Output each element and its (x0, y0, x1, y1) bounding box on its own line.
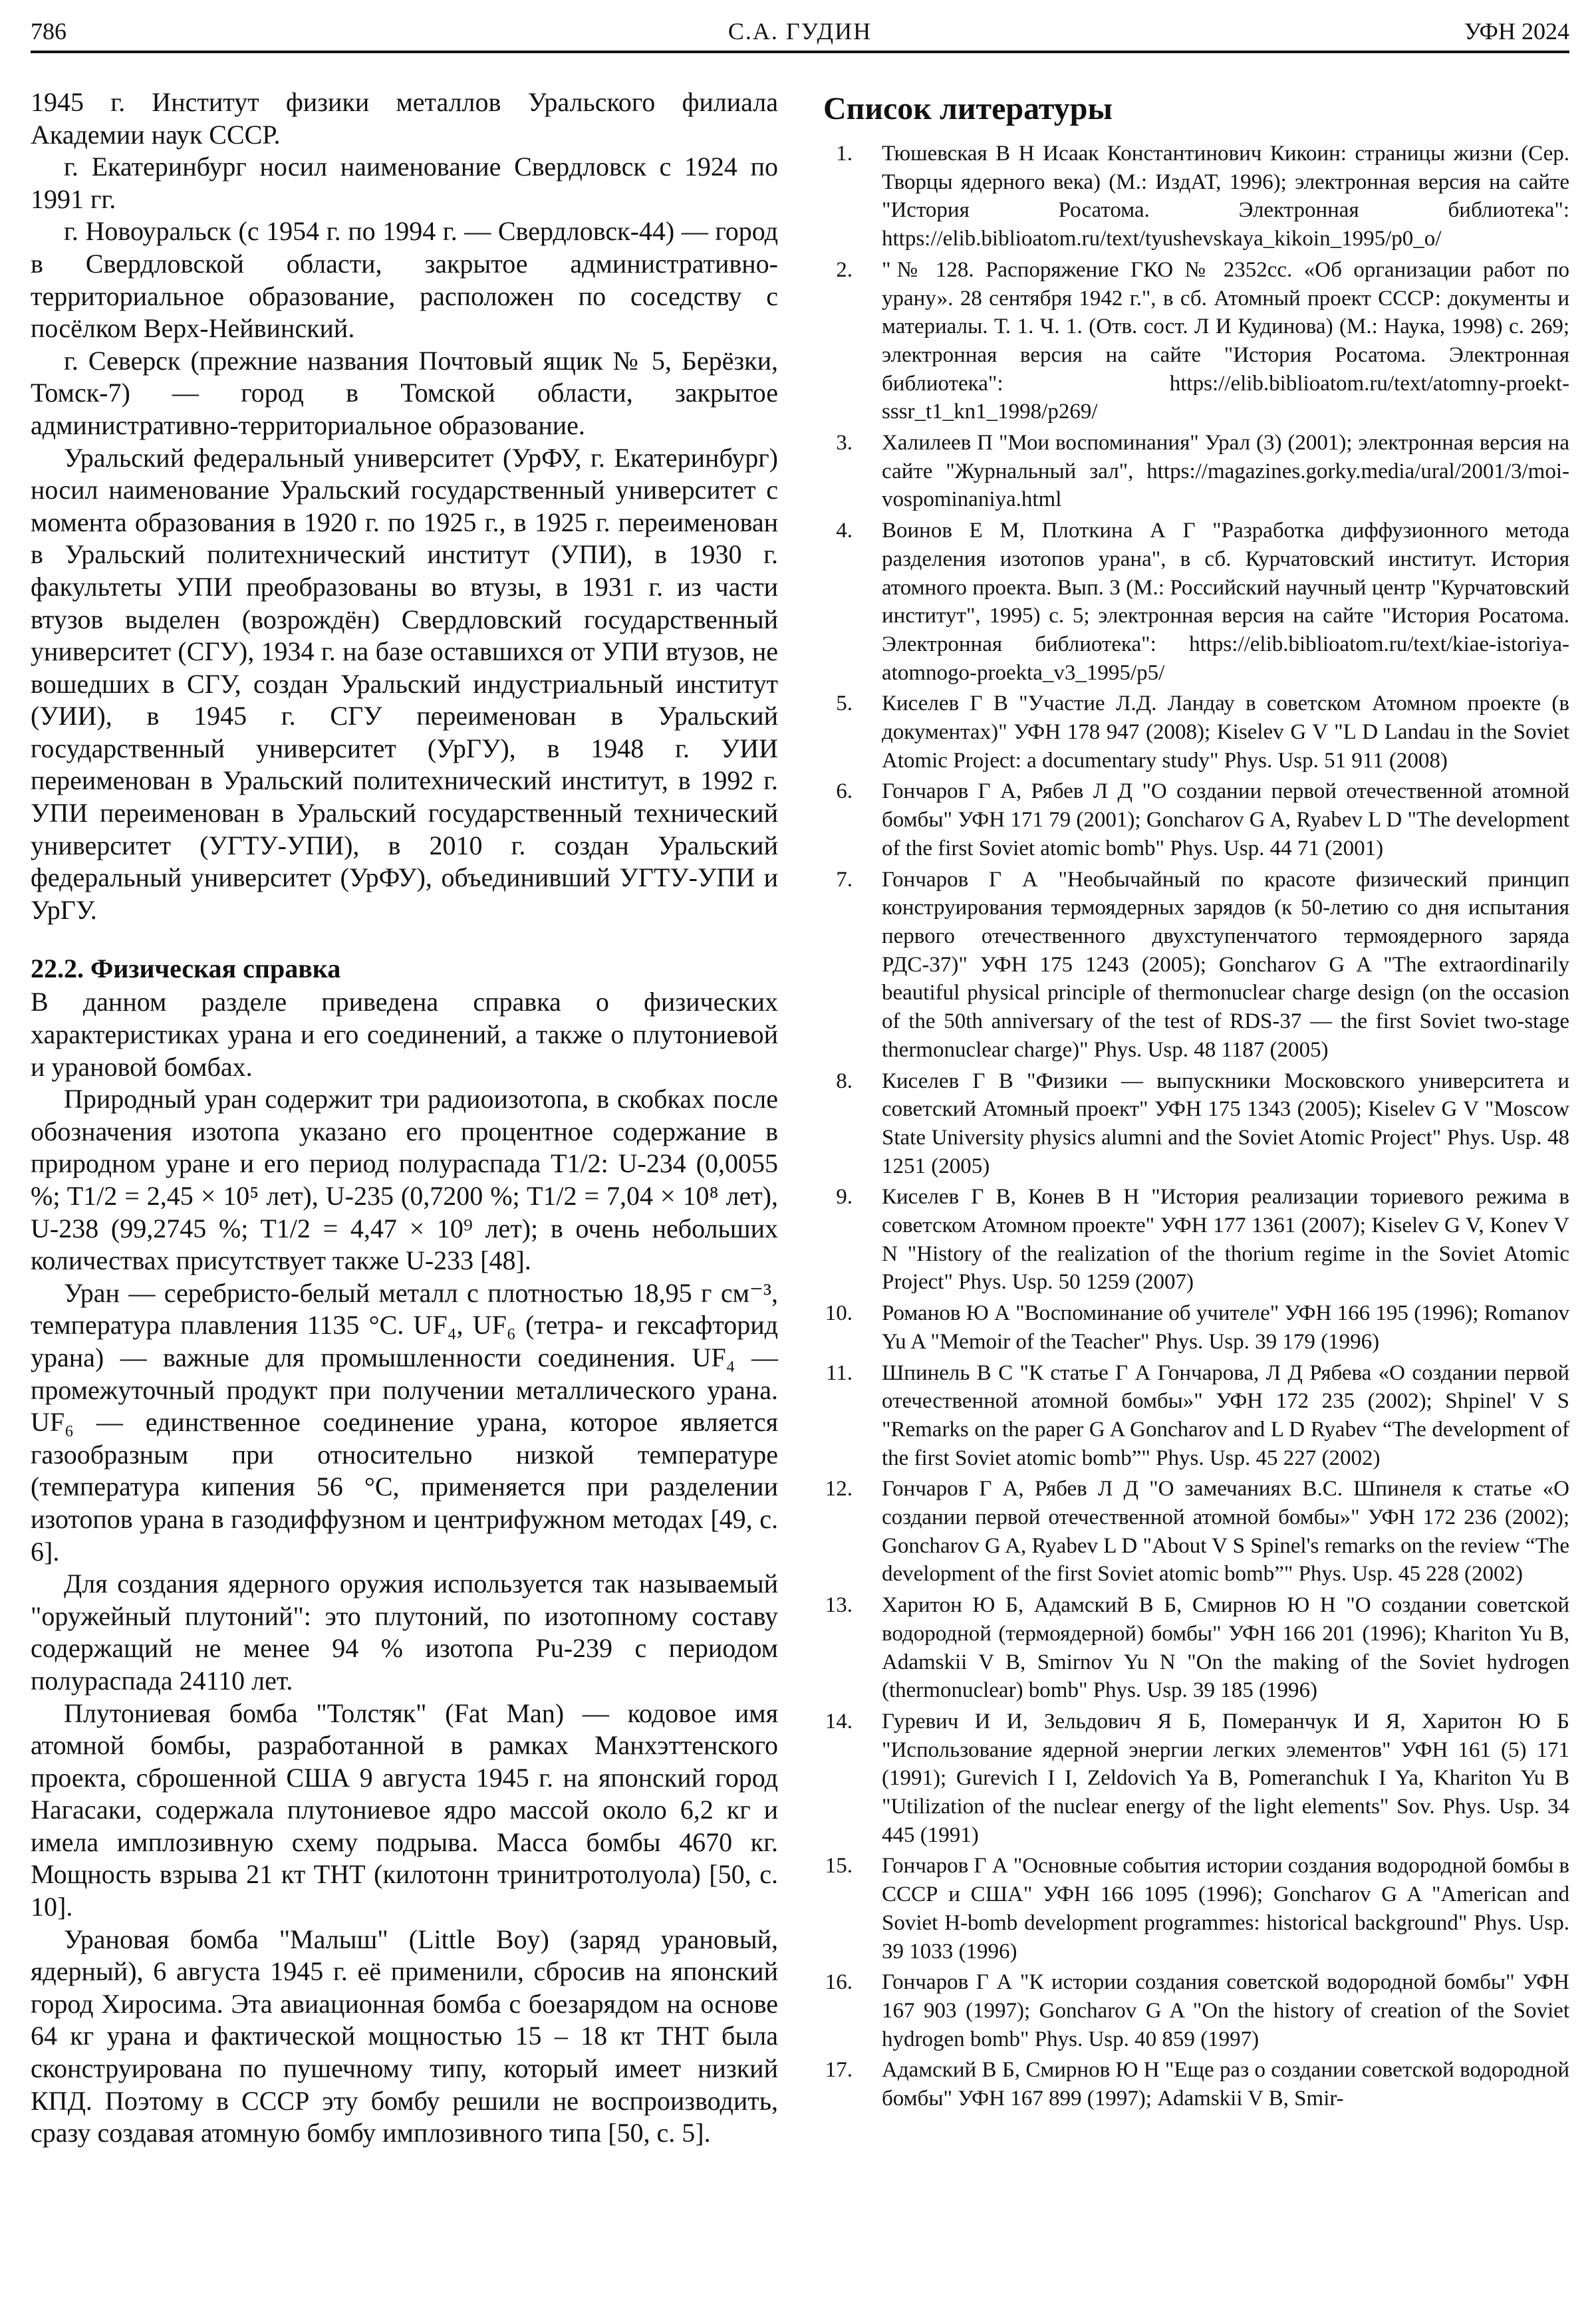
reference-number: 2. (836, 257, 853, 282)
reference-number: 4. (836, 519, 853, 543)
reference-number: 13. (825, 1593, 853, 1618)
reference-text: Халилеев П "Мои воспоминания" Урал (3) (2001); электронная версия на сайте "Журнальный зал", https://magazines.gorky.media/ural/2001/3/moi-vospominaniya.html (882, 431, 1569, 512)
reference-text: Гончаров Г А "Необычайный по красоте физический принцип конструирования термоядерных зарядов (к 50-летию со дня испытания первого отечественного двухступенчатого термоядерного заряда РДС-37)" УФН 175 1243 (2005); Goncharov G A "The extraordinarily beautiful physical principle of thermonuclear charge design (on the occasion of the 50th anniversary of the test of RDS-37 — the first Soviet two-stage thermonuclear charge)" Phys. Usp. 48 1187 (2005) (882, 867, 1569, 1062)
reference-text: Киселев Г В "Участие Л.Д. Ландау в советском Атомном проекте (в документах)" УФН 178 947 (2008); Kiselev G V "L D Landau in the Soviet Atomic Project: a documentary study" Phys. Usp. 51 911 (2008) (882, 692, 1569, 773)
reference-text: Гончаров Г А, Рябев Л Д "О создании первой отечественной атомной бомбы" УФН 171 79 (2001); Goncharov G A, Ryabev L D "The development of the first Soviet atomic bomb" Phys. Usp. 44 71 (2001) (882, 779, 1569, 860)
reference-text: Адамский В Б, Смирнов Ю Н "Еще раз о создании советской водородной бомбы" УФН 167 899 (1997); Adamskii V B, Smir- (882, 2058, 1569, 2111)
reference-item (817, 1708, 1569, 1850)
reference-item (817, 690, 1569, 775)
reference-text: Шпинель В С "К статье Г А Гончарова, Л Д Рябева «О создании первой отечественной атомной бомбы»" УФН 172 235 (2002); Shpinel' V S "Remarks on the paper G A Goncharov and L D Ryabev “The development of the first Soviet atomic bomb”" Phys. Usp. 45 227 (2002) (882, 1360, 1569, 1470)
reference-number: 1. (836, 142, 853, 166)
paragraph: Уральский федеральный университет (УрФУ, г. Екатеринбург) носил наименование Уральский государственный университет с момента образования в 1920 г. по 1925 г., в 1925 г. переименован в Уральский политехнический институт (УПИ), в 1930 г. факультеты УПИ преобразованы во втузы, в 1931 г. из части втузов выделен (возрождён) Свердловский государственный университет (СГУ), 1934 г. на базе оставшихся от УПИ втузов, не вошедших в СГУ, создан Уральский индустриальный институт (УИИ), в 1945 г. СГУ переименован в Уральский государственный университет (УрГУ), в 1948 г. УИИ переименован в Уральский политехнический институт, в 1992 г. УПИ переименован в Уральский государственный технический университет (УГТУ-УПИ), в 2010 г. создан Уральский федеральный университет (УрФУ), объединивший УГТУ-УПИ и УрГУ. (31, 442, 778, 925)
reference-number: 5. (836, 692, 853, 716)
paragraph: Природный уран содержит три радиоизотопа, в скобках после обозначения изотопа указано его процентное содержание в природном уране и его период полураспада T1/2: U-234 (0,0055 %; T1/2 = 2,45 × 10⁵ лет), U-235 (0,7200 %; T1/2 = 7,04 × 10⁸ лет), U-238 (99,2745 %; T1/2 = 4,47 × 10⁹ лет); в очень небольших количествах присутствует также U-233 [48]. (31, 1084, 778, 1276)
reference-number: 15. (825, 1854, 853, 1878)
reference-item (817, 1475, 1569, 1589)
reference-number: 12. (825, 1477, 853, 1501)
paragraph: г. Екатеринбург носил наименование Свердловск с 1924 по 1991 гг. (31, 152, 778, 214)
reference-list (817, 140, 1569, 2113)
reference-item (817, 1359, 1569, 1473)
reference-item (817, 777, 1569, 862)
reference-number: 17. (825, 2058, 853, 2083)
reference-text: Киселев Г В "Физики — выпускники Московского университета и советский Атомный проект" УФН 175 1343 (2005); Kiselev G V "Moscow State University physics alumni and the Soviet Atomic Project" Phys. Usp. 48 1251 (2005) (882, 1069, 1569, 1178)
reference-text: Тюшевская В Н Исаак Константинович Кикоин: страницы жизни (Сер. Творцы ядерного века) (М.: ИздАТ, 1996); электронная версия на сайте "История Росатома. Электронная библиотека": https://elib.biblioatom.ru/text/tyushevskaya_kikoin_1995/p0_o/ (882, 142, 1569, 251)
author-name: С.А. ГУДИН (728, 18, 872, 45)
reference-item (817, 256, 1569, 426)
references-title: Список литературы (823, 91, 1113, 126)
paragraph: Урановая бомба "Малыш" (Little Boy) (заряд урановый, ядерный), 6 августа 1945 г. её применили, сбросив на японский город Хиросима. Эта авиационная бомба с боезарядом на основе 64 кг урана и фактической мощностью 15 – 18 кт ТНТ была сконструирована по пушечному типу, который имеет низкий КПД. Поэтому в СССР эту бомбу решили не воспроизводить, сразу создавая атомную бомбу имплозивного типа [50, с. 5]. (31, 1924, 778, 2148)
paragraph: В данном разделе приведена справка о физических характеристиках урана и его соединений, а также о плутониевой и урановой бомбах. (31, 987, 778, 1082)
reference-number: 7. (836, 867, 853, 892)
reference-number: 8. (836, 1069, 853, 1093)
reference-text: Киселев Г В, Конев В Н "История реализации ториевого режима в советском Атомном проекте" УФН 177 1361 (2007); Kiselev G V, Konev V N "History of the realization of the thorium regime in the Soviet Atomic Project" Phys. Usp. 50 1259 (2007) (882, 1185, 1569, 1295)
reference-text: Харитон Ю Б, Адамский В Б, Смирнов Ю Н "О создании советской водородной (термоядерной) бомбы" УФН 166 201 (1996); Khariton Yu B, Adamskii V B, Smirnov Yu N "On the making of the Soviet hydrogen (thermonuclear) bomb" Phys. Usp. 39 185 (1996) (882, 1593, 1569, 1703)
paragraph: Плутониевая бомба "Толстяк" (Fat Man) — кодовое имя атомной бомбы, разработанной в рамках Манхэттенского проекта, сброшенной США 9 августа 1945 г. на японский город Нагасаки, содержала плутониевое ядро массой около 6,2 кг и имела имплозивную схему подрыва. Масса бомбы 4670 кг. Мощность взрыва 21 кт ТНТ (килотонн тринитротолуола) [50, с. 10]. (31, 1698, 778, 1922)
reference-text: "№ 128. Распоряжение ГКО № 2352сс. «Об организации работ по урану». 28 сентября 1942 г.", в сб. Атомный проект СССР: документы и материалы. Т. 1. Ч. 1. (Отв. сост. Л И Кудинова) (М.: Наука, 1998) с. 269; электронная версия на сайте "История Росатома. Электронная библиотека": https://elib.biblioatom.ru/text/atomny-proekt-sssr_t1_kn1_1998/p269/ (882, 257, 1569, 424)
paragraph: г. Новоуральск (с 1954 г. по 1994 г. — Свердловск-44) — город в Свердловской области, закрытое административно-территориальное образование, расположен по соседству с посёлком Верх-Нейвинский. (31, 216, 778, 344)
reference-number: 14. (825, 1709, 853, 1733)
reference-item (817, 429, 1569, 514)
reference-number: 11. (825, 1360, 853, 1385)
paragraph: 1945 г. Институт физики металлов Уральского филиала Академии наук СССР. (31, 87, 778, 150)
reference-text: Воинов Е М, Плоткина А Г "Разработка диффузионного метода разделения изотопов урана", в сб. Курчатовский институт. История атомного проекта. Вып. 3 (М.: Российский научный центр "Курчатовский институт", 1995) с. 5; электронная версия на сайте "История Росатома. Электронная библиотека": https://elib.biblioatom.ru/text/kiae-istoriya-atomnogo-proekta_v3_1995/p5/ (882, 519, 1569, 685)
reference-item (817, 140, 1569, 253)
reference-item (817, 866, 1569, 1065)
reference-number: 16. (825, 1970, 853, 1995)
reference-item (817, 1852, 1569, 1966)
reference-text: Гуревич И И, Зельдович Я Б, Померанчук И Я, Харитон Ю Б "Использование ядерной энергии легких элементов" УФН 161 (5) 171 (1991); Gurevich I I, Zeldovich Ya B, Pomeranchuk I Ya, Khariton Yu B "Utilization of the nuclear energy of the light elements" Sov. Phys. Usp. 34 445 (1991) (882, 1709, 1569, 1847)
reference-number: 10. (825, 1301, 853, 1326)
paragraph: г. Северск (прежние названия Почтовый ящик № 5, Берёзки, Томск-7) — город в Томской области, закрытое административно-территориальное образование. (31, 345, 778, 440)
reference-text: Гончаров Г А "К истории создания советской водородной бомбы" УФН 167 903 (1997); Goncharov G A "On the history of creation of the Soviet hydrogen bomb" Phys. Usp. 40 859 (1997) (882, 1970, 1569, 2051)
journal-name: УФН 2024 (1464, 18, 1569, 45)
reference-item (817, 1299, 1569, 1356)
reference-item (817, 2056, 1569, 2113)
paragraph: Для создания ядерного оружия используется так называемый "оружейный плутоний": это плутоний, по изотопному составу содержащий не менее 94 % изотопа Pu-239 с периодом полураспада 24110 лет. (31, 1569, 778, 1696)
reference-item (817, 1591, 1569, 1705)
reference-item (817, 1183, 1569, 1297)
right-column (817, 86, 1569, 2116)
paragraph: Уран — серебристо-белый металл с плотностью 18,95 г см⁻³, температура плавления 1135 °C. UF₄, UF₆ (тетра- и гексафторид урана) — важные для промышленности соединения. UF₄ — промежуточный продукт при получении металлического урана. UF₆ — единственное соединение урана, которое является газообразным при относительно низкой температуре (температура кипения 56 °C, применяется при разделении изотопов урана в газодиффузном и центрифужном методах [49, с. 6]. (31, 1277, 778, 1567)
running-header (31, 12, 1569, 53)
reference-number: 9. (836, 1185, 853, 1210)
reference-text: Романов Ю А "Воспоминание об учителе" УФН 166 195 (1996); Romanov Yu A "Memoir of the Teacher" Phys. Usp. 39 179 (1996) (882, 1301, 1569, 1354)
reference-item (817, 1968, 1569, 2053)
section-heading: 22.2. Физическая справка (31, 954, 341, 984)
left-column (31, 86, 778, 2150)
reference-text: Гончаров Г А "Основные события истории создания водородной бомбы в СССР и США" УФН 166 1095 (1996); Goncharov G A "American and Soviet H-bomb development programmes: historical background" Phys. Usp. 39 1033 (1996) (882, 1854, 1569, 1964)
page-number: 786 (31, 18, 66, 45)
reference-text: Гончаров Г А, Рябев Л Д "О замечаниях В.С. Шпинеля к статье «О создании первой отечественной атомной бомбы»" УФН 172 236 (2002); Goncharov G A, Ryabev L D "About V S Spinel's remarks on the review “The development of the first Soviet atomic bomb”" Phys. Usp. 45 228 (2002) (882, 1477, 1569, 1587)
reference-number: 3. (836, 431, 853, 455)
reference-item (817, 517, 1569, 687)
reference-number: 6. (836, 779, 853, 804)
reference-item (817, 1067, 1569, 1181)
